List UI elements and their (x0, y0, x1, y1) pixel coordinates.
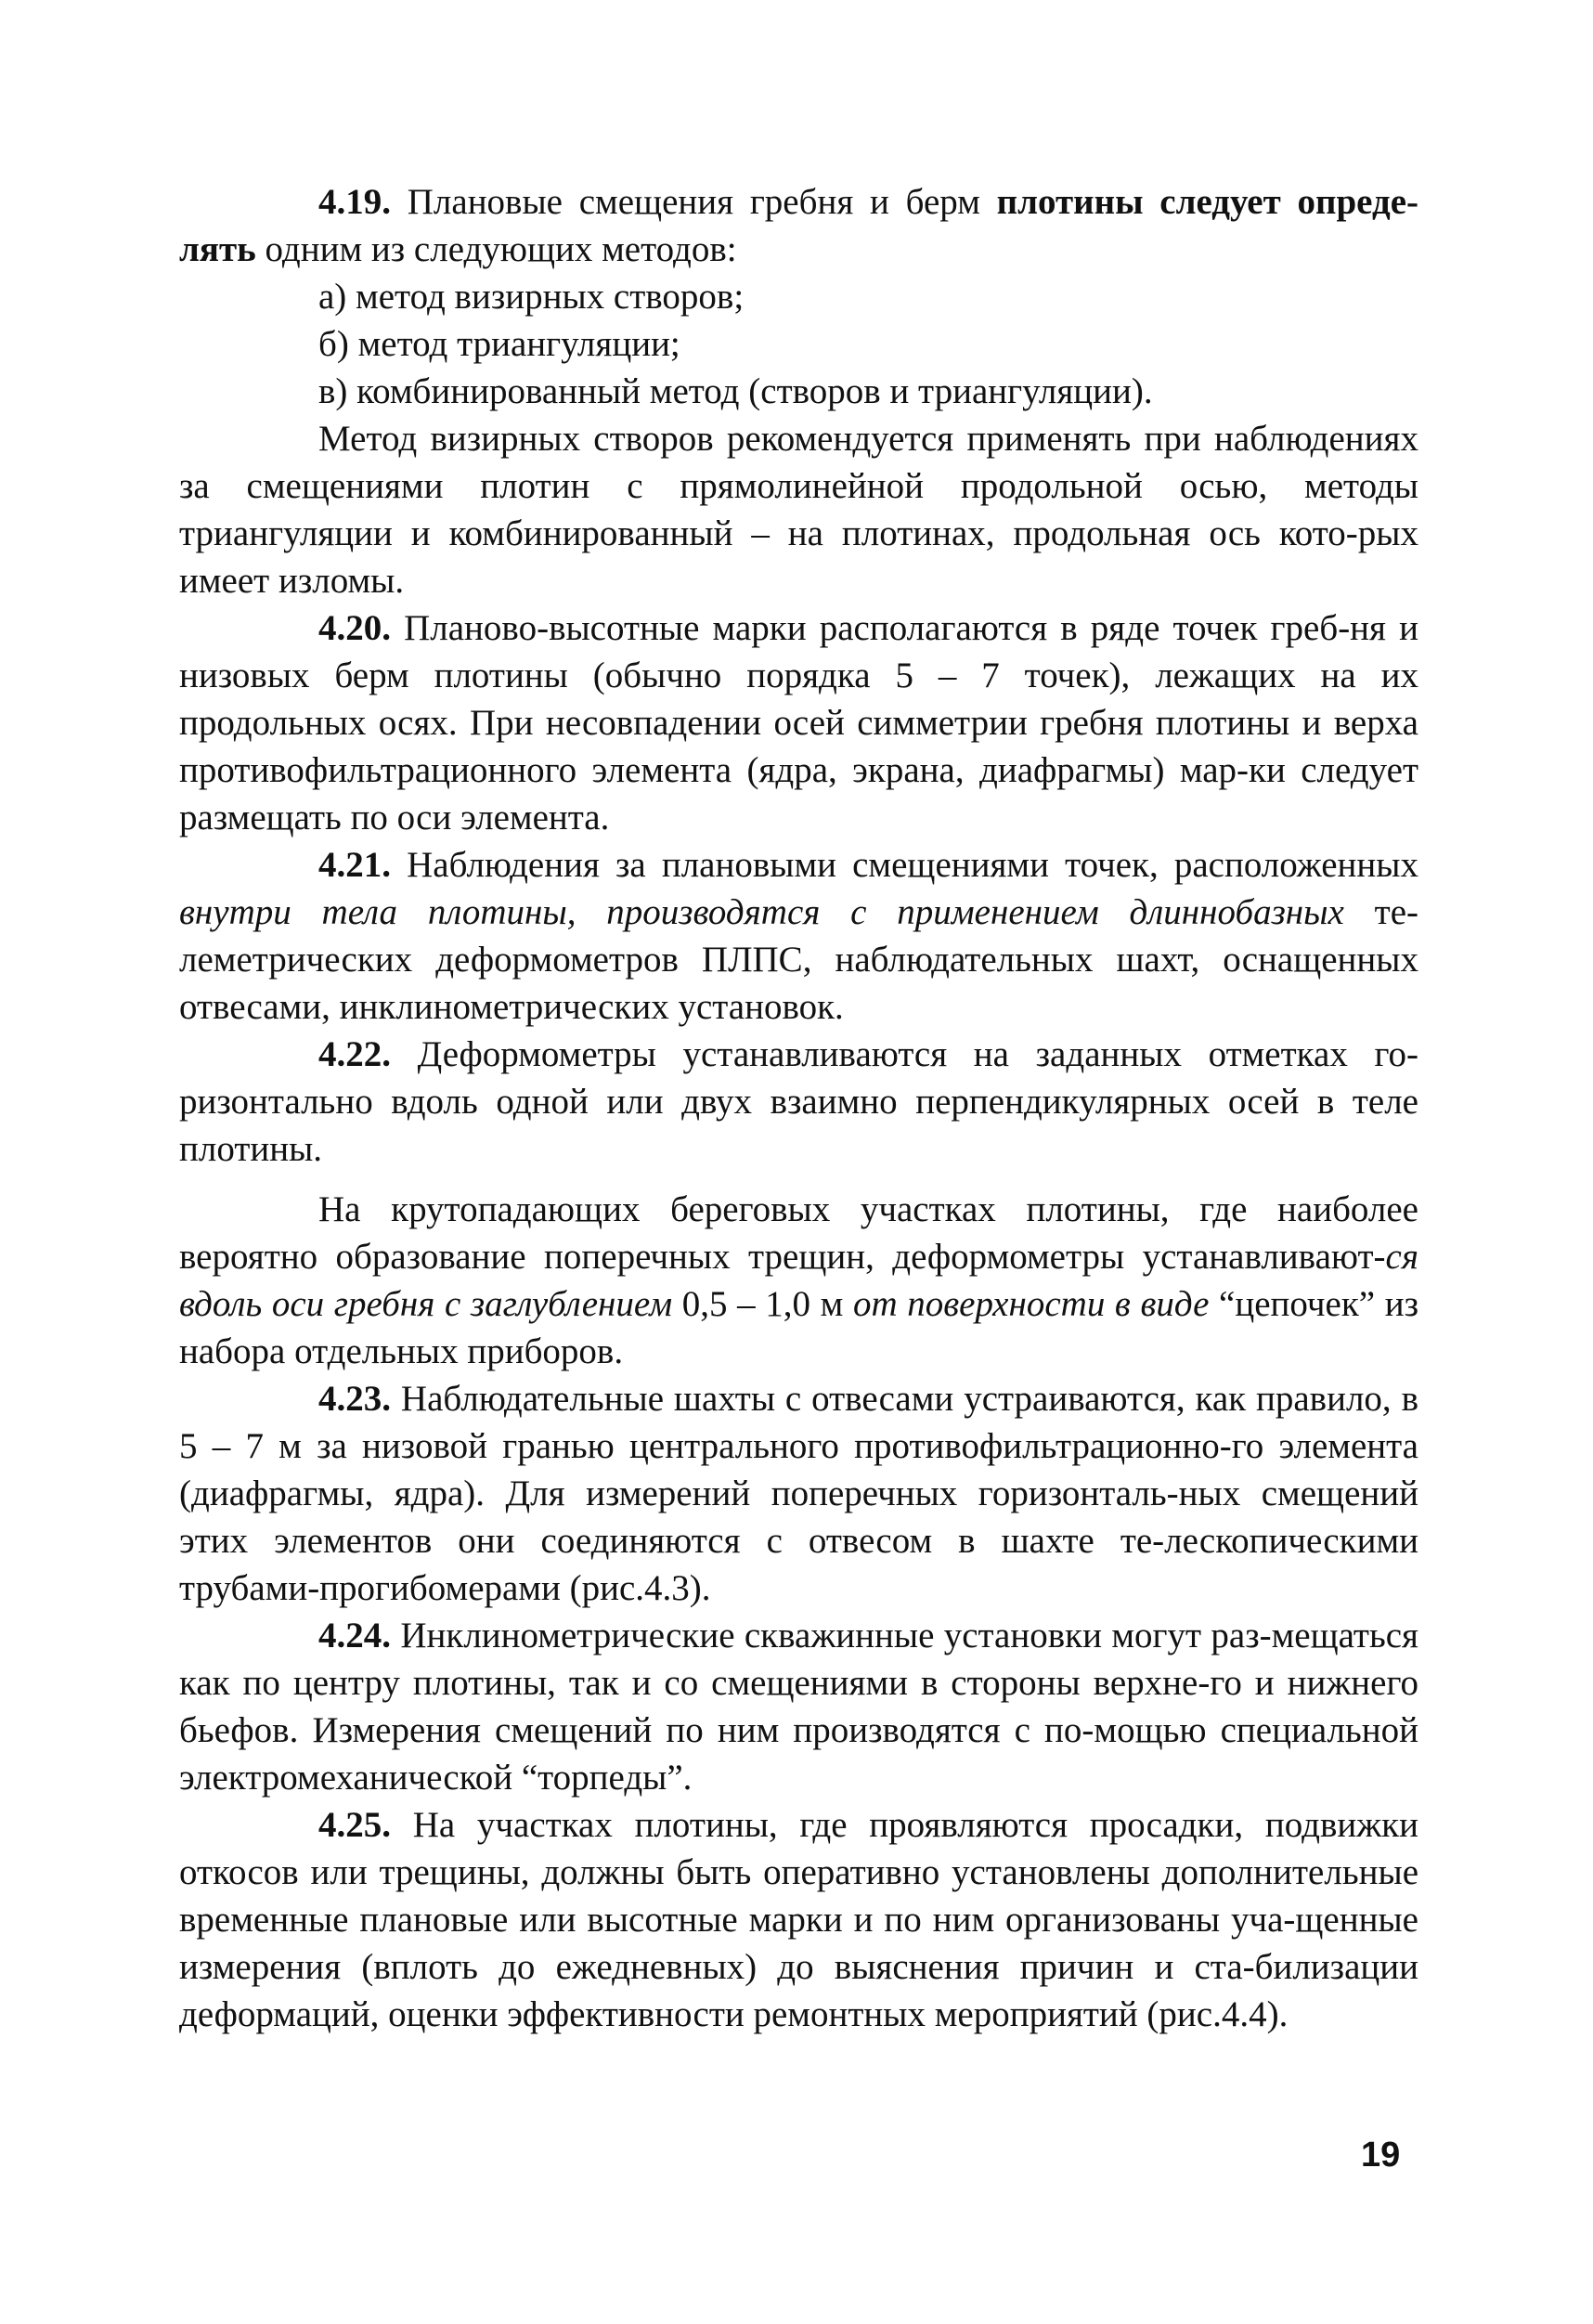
section-number: 4.19. (318, 182, 391, 222)
paragraph-4-24 (179, 1612, 1418, 1801)
paragraph-text: На участках плотины, где проявляются просадки, подвижки откосов или трещины, должны быть оперативно установлены дополнительные временные плановые или высотные марки и по ним организованы уча-щенные измерения (вплоть до ежедневных) до выяснения причин и ста-билизации деформаций, оценки эффективности ремонтных мероприятий (рис.4.4). (179, 1805, 1418, 2034)
paragraph-text-italic: ся вдоль оси гребня с заглублением (179, 1237, 1418, 1324)
paragraph-4-23 (179, 1375, 1418, 1612)
list-item-a: а) метод визирных створов; (318, 277, 745, 317)
section-number: 4.20. (318, 608, 391, 648)
paragraph-4-19 (179, 178, 1418, 273)
paragraph-text: Наблюдательные шахты с отвесами устраиваются, как правило, в 5 – 7 м за низовой гранью центрального противофильтрационно-го элемента (диафрагмы, ядра). Для измерений поперечных горизонталь-ных смещений этих элементов они соединяются с отвесом в шахте те-лескопическими трубами-прогибомерами (рис.4.3). (179, 1379, 1418, 1608)
paragraph-4-21 (179, 841, 1418, 1031)
paragraph-text: одним из следующих методов: (255, 229, 737, 269)
page-body (179, 178, 1418, 2038)
page-number: 19 (1361, 2136, 1401, 2175)
section-number: 4.25. (318, 1805, 391, 1845)
section-number: 4.24. (318, 1616, 391, 1655)
paragraph-text: Планово-высотные марки располагаются в ряде точек греб-ня и низовых берм плотины (обычно порядка 5 – 7 точек), лежащих на их продольных осях. При несовпадении осей симметрии гребня плотины и верха противофильтрационного элемента (ядра, экрана, диафрагмы) мар-ки следует размещать по оси элемента. (179, 608, 1418, 837)
paragraph-text-italic: от поверхности в виде (852, 1284, 1210, 1324)
paragraph-4-22 (179, 1031, 1418, 1173)
paragraph-slopes (179, 1186, 1418, 1375)
section-number: 4.22. (318, 1034, 391, 1074)
paragraph-4-25 (179, 1801, 1418, 2038)
paragraph-text-bold: плотины следует опреде-лять (179, 182, 1418, 269)
paragraph-text: На крутопадающих береговых участках плотины, где наиболее вероятно образование поперечных трещин, деформометры устанавливают- (179, 1189, 1418, 1277)
section-number: 4.21. (318, 845, 391, 885)
paragraph-4-20 (179, 604, 1418, 841)
paragraph-text: те-леметрических деформометров ПЛПС, наблюдательных шахт, оснащенных отвесами, инклинометрических установок. (179, 892, 1419, 1027)
paragraph-text: “цепочек” из набора отдельных приборов. (179, 1284, 1418, 1371)
paragraph-text: 0,5 – 1,0 м (672, 1284, 853, 1324)
section-number: 4.23. (318, 1379, 391, 1419)
list-item-b: б) метод триангуляции; (318, 324, 680, 364)
paragraph-text: Деформометры устанавливаются на заданных отметках го-ризонтально вдоль одной или двух взаимно перпендикулярных осей в теле плотины. (179, 1034, 1418, 1169)
paragraph-text: Наблюдения за плановыми смещениями точек, расположенных (391, 845, 1418, 885)
paragraph-text: Плановые смещения гребня и берм (391, 182, 997, 222)
list-item-c: в) комбинированный метод (створов и триангуляции). (318, 371, 1153, 411)
paragraph-methods: Метод визирных створов рекомендуется применять при наблюдениях за смещениями плотин с прямолинейной продольной осью, методы триангуляции и комбинированный – на плотинах, продольная ось кото-рых имеет изломы. (179, 419, 1418, 601)
paragraph-text: Инклинометрические скважинные установки могут раз-мещаться как по центру плотины, так и со смещениями в стороны верхне-го и нижнего бьефов. Измерения смещений по ним производятся с по-мощью специальной электромеханической “торпеды”. (179, 1616, 1418, 1798)
paragraph-text-italic: внутри тела плотины, производятся с применением длиннобазных (179, 892, 1344, 932)
